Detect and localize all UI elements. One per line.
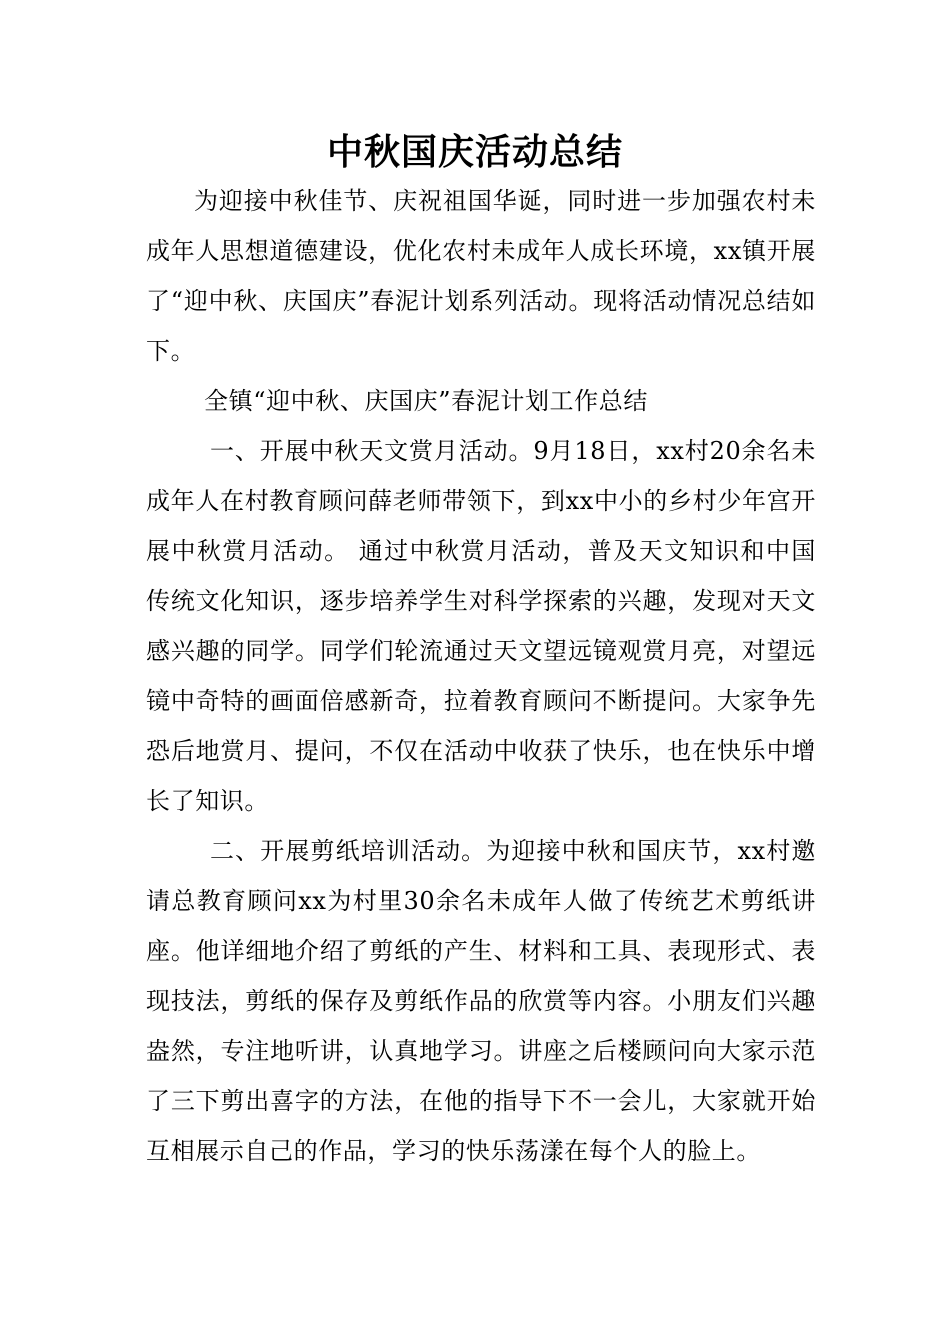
paragraph-heading: 全镇“迎中秋、庆国庆”春泥计划工作总结 [204, 387, 648, 415]
document-title: 中秋国庆活动总结 [326, 131, 623, 173]
document-body [146, 176, 816, 1176]
paragraph-intro: 为迎接中秋佳节、庆祝祖国华诞，同时进一步加强农村未成年人思想道德建设，优化农村未成年人成长环境，xx镇开展了“迎中秋、庆国庆”春泥计划系列活动。现将活动情况总结如下。 [146, 187, 816, 365]
paragraph-section-one: 一、开展中秋天文赏月活动。9月18日，xx村20余名未成年人在村教育顾问薛老师带领下，到xx中小的乡村少年宫开展中秋赏月活动。 通过中秋赏月活动，普及天文知识和中国传统文化知识，逐步培养学生对科学探索的兴趣，发现对天文感兴趣的同学。同学们轮流通过天文望远镜观赏月亮，对望远镜中奇特的画面倍感新奇，拉着教育顾问不断提问。大家争先恐后地赏月、提问，不仅在活动中收获了快乐，也在快乐中增长了知识。 [146, 437, 816, 815]
paragraph-section-two: 二、开展剪纸培训活动。为迎接中秋和国庆节，xx村邀请总教育顾问xx为村里30余名未成年人做了传统艺术剪纸讲座。他详细地介绍了剪纸的产生、材料和工具、表现形式、表现技法，剪纸的保存及剪纸作品的欣赏等内容。小朋友们兴趣盎然，专注地听讲，认真地学习。讲座之后楼顾问向大家示范了三下剪出喜字的方法，在他的指导下不一会儿，大家就开始互相展示自己的作品，学习的快乐荡漾在每个人的脸上。 [146, 837, 816, 1165]
